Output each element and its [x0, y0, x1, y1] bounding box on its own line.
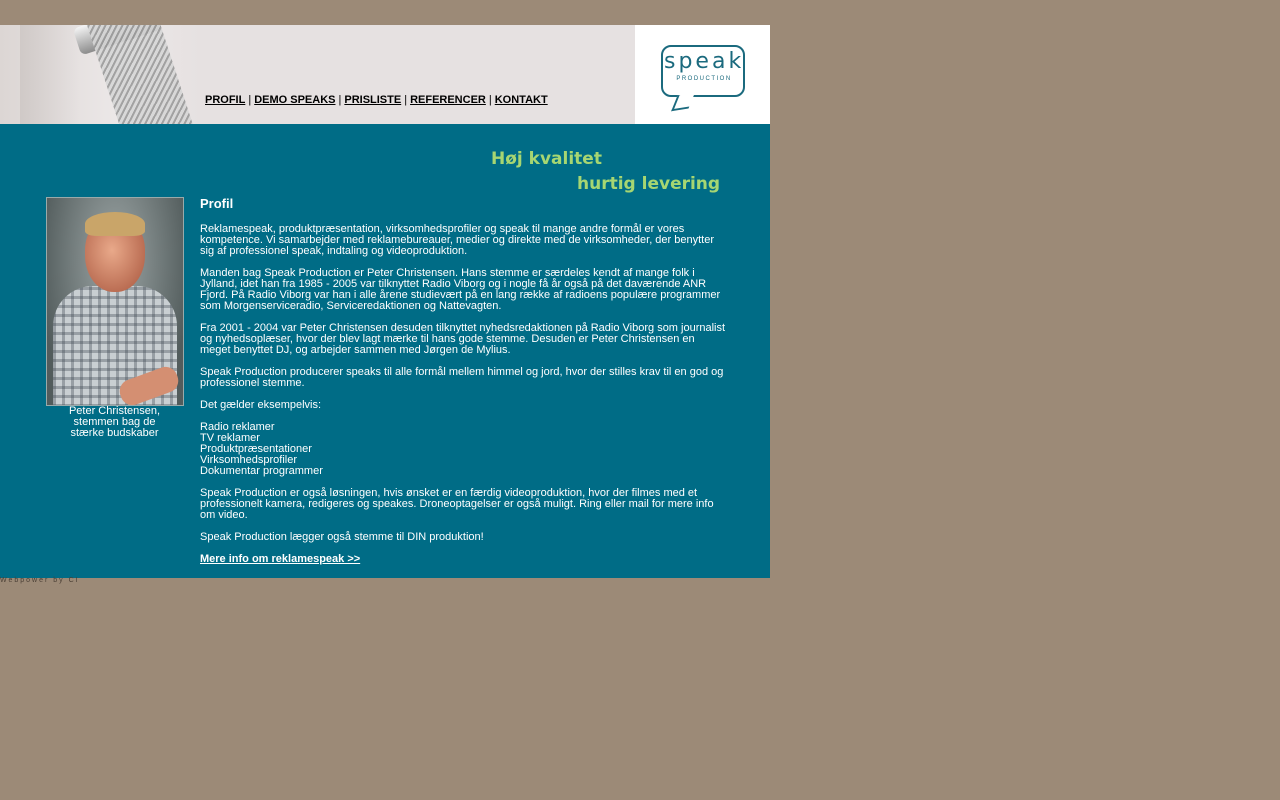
footer-credit[interactable]: Webpower by CI	[0, 577, 80, 584]
list-item: Radio reklamer	[200, 421, 275, 433]
profile-text	[200, 196, 728, 565]
list-item: TV reklamer	[200, 432, 260, 444]
paragraph: Speak Production producerer speaks til alle formål mellem himmel og jord, hvor der stilles krav til en god og professionel stemme.	[200, 366, 724, 389]
logo-word: speak	[664, 49, 745, 74]
page-title: Profil	[200, 196, 234, 211]
nav-referencer[interactable]: REFERENCER	[410, 94, 486, 106]
portrait-photo	[46, 197, 184, 406]
nav-kontakt[interactable]: KONTAKT	[494, 94, 548, 106]
nav-demo-speaks[interactable]: DEMO SPEAKS	[254, 94, 336, 106]
list-item: Virksomhedsprofiler	[200, 454, 298, 466]
list-item: Produktpræsentationer	[200, 443, 312, 455]
paragraph: Det gælder eksempelvis:	[200, 399, 322, 411]
nav-separator: |	[488, 94, 492, 106]
page-wrapper	[0, 25, 770, 578]
logo-subtitle: PRODUCTION	[676, 76, 732, 82]
more-info-link[interactable]: Mere info om reklamespeak >>	[200, 553, 361, 565]
nav-separator: |	[248, 94, 252, 106]
list-item: Dokumentar programmer	[200, 465, 323, 477]
example-list	[200, 422, 728, 477]
logo[interactable]	[635, 25, 770, 124]
header	[0, 25, 770, 124]
slogan-line-1: Høj kvalitet	[491, 149, 602, 169]
nav-profil[interactable]: PROFIL	[205, 94, 246, 106]
main-nav	[205, 94, 548, 106]
nav-prisliste[interactable]: PRISLISTE	[344, 94, 402, 106]
nav-separator: |	[338, 94, 342, 106]
paragraph: Manden bag Speak Production er Peter Christensen. Hans stemme er særdeles kendt af mange folk i Jylland, idet han fra 1985 - 2005 var tilknyttet Radio Viborg og i nogle få år også på det daværende ANR Fjord. På Radio Viborg var han i alle årene studievært på en lang række af radioens populære programmer som Morgenserviceradio, Serviceredaktionen og Nattevagten.	[200, 267, 721, 312]
paragraph: Fra 2001 - 2004 var Peter Christensen desuden tilknyttet nyhedsredaktionen på Radio Viborg som journalist og nyhedsoplæser, hvor der blev lagt mærke til hans gode stemme. Desuden er Peter Christensen en meget benyttet DJ, og arbejder sammen med Jørgen de Mylius.	[200, 322, 726, 356]
paragraph: Speak Production er også løsningen, hvis ønsket er en færdig videoproduktion, hvor der filmes med et professionelt kamera, redigeres og speakes. Droneoptagelser er også muligt. Ring eller mail for mere info om video.	[200, 487, 714, 521]
microphone-image	[0, 25, 200, 124]
nav-separator: |	[404, 94, 408, 106]
photo-caption: Peter Christensen, stemmen bag de stærke budskaber	[68, 405, 161, 439]
paragraph: Speak Production lægger også stemme til DIN produktion!	[200, 531, 484, 543]
main-content-area	[0, 124, 770, 578]
slogan-line-2: hurtig levering	[577, 174, 721, 194]
paragraph: Reklamespeak, produktpræsentation, virksomhedsprofiler og speak til mange andre formål er vores kompetence. Vi samarbejder med reklamebureauer, medier og direkte med de virksomheder, der benytter sig af professionel speak, indtaling og videoproduktion.	[200, 223, 715, 257]
